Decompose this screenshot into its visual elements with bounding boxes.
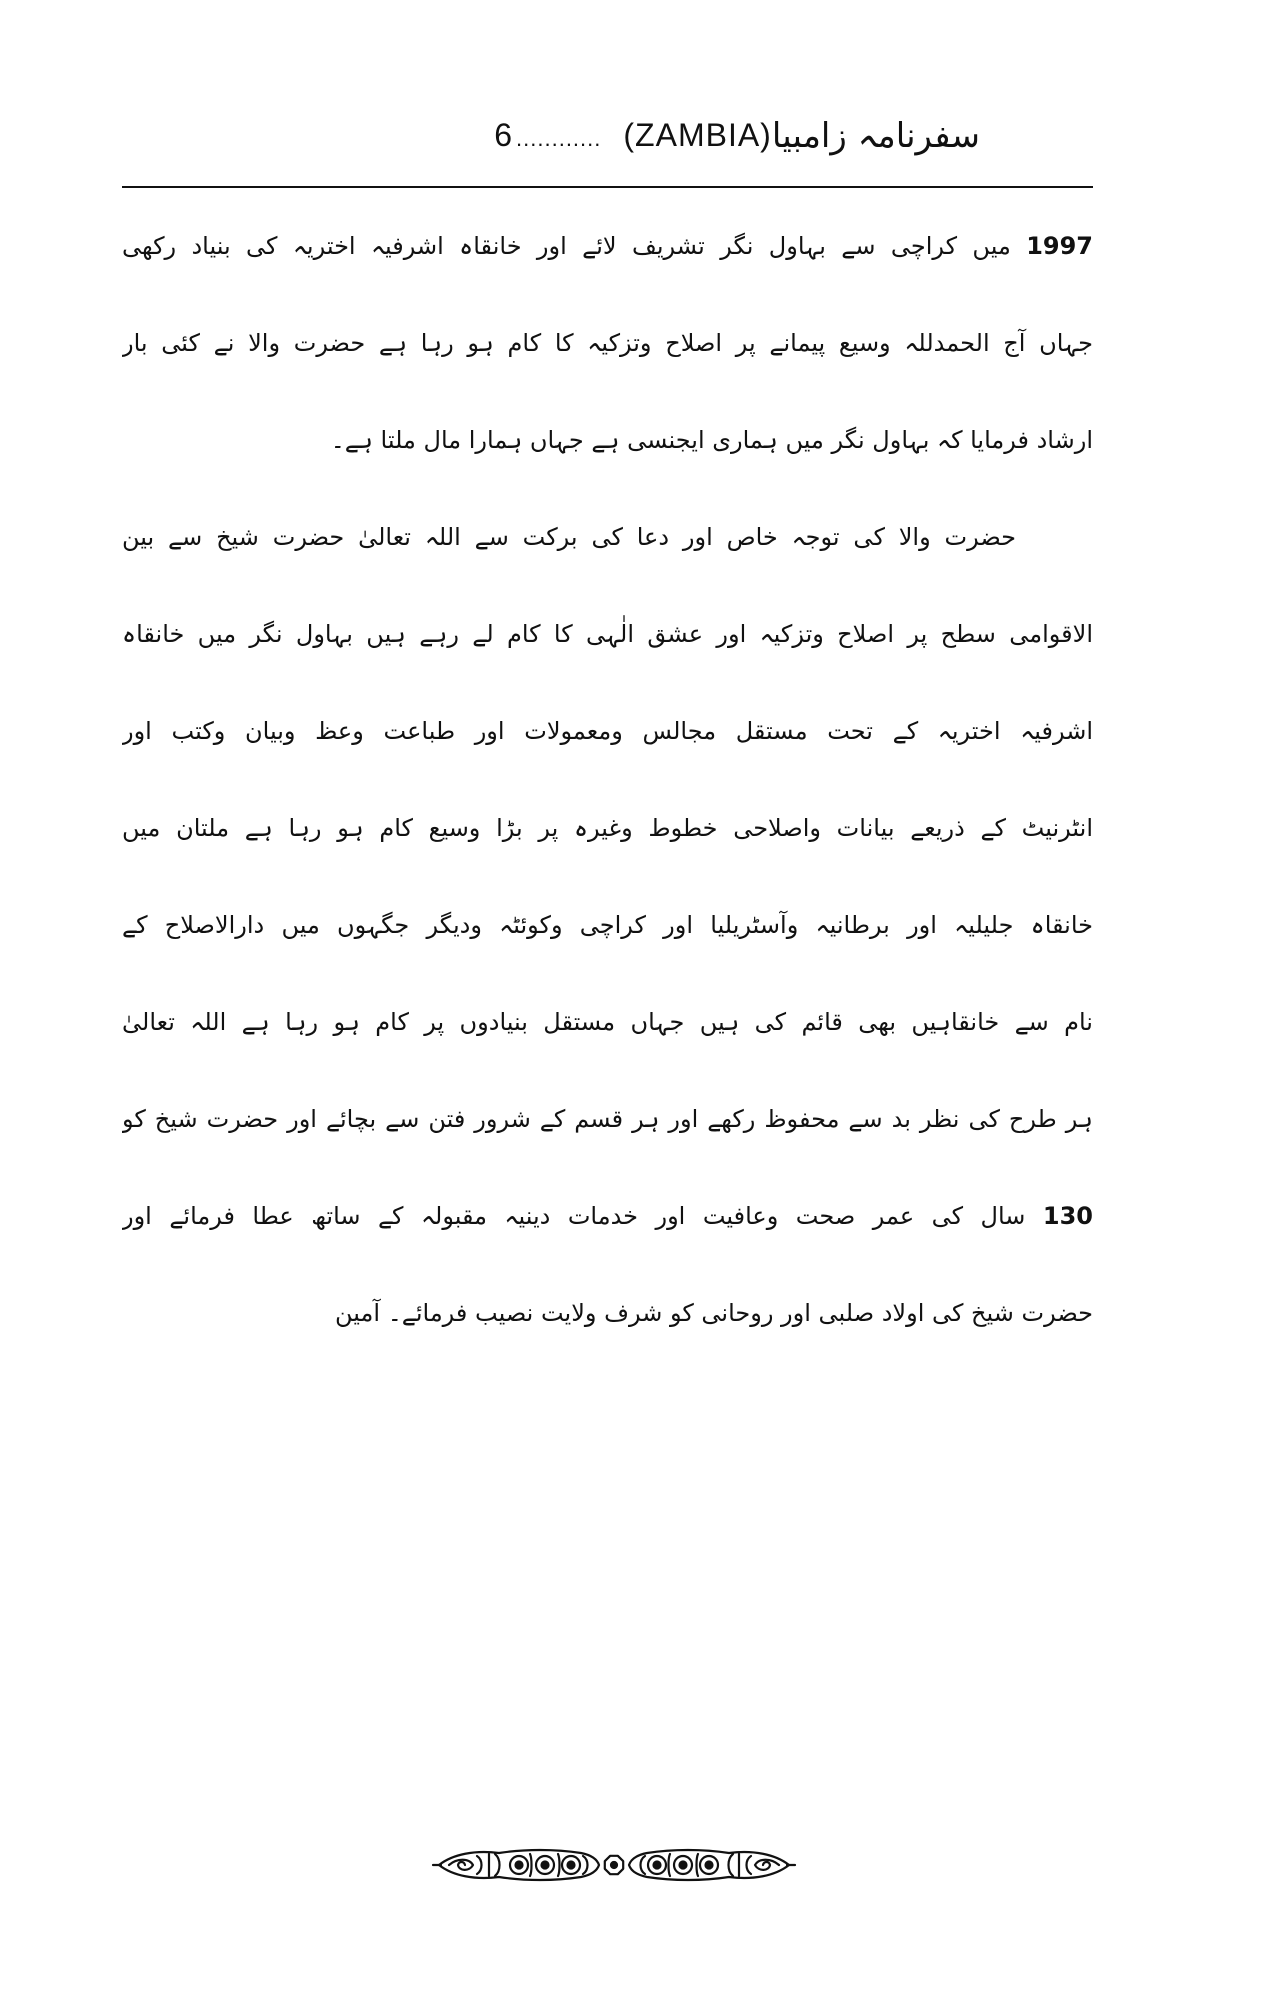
header-rule (122, 186, 1093, 188)
text-line: جہاں آج الحمدللہ وسیع پیمانے پر اصلاح وتزکیہ کا کام ہو رہا ہے حضرت والا نے کئی بار (122, 329, 1093, 357)
ornament-left-flourish (433, 1850, 599, 1880)
text-line (122, 1168, 1093, 1265)
text-line: الاقوامی سطح پر اصلاح وتزکیہ اور عشق الٰہی کا کام لے رہے ہیں بہاول نگر میں خانقاہ (122, 620, 1093, 648)
line-text: سال کی عمر صحت وعافیت اور خدمات دینیہ مقبولہ کے ساتھ عطا فرمائے اور (122, 1202, 1026, 1230)
age-number: 130 (1042, 1202, 1093, 1230)
text-line: نام سے خانقاہیں بھی قائم کی ہیں جہاں مستقل بنیادوں پر کام ہو رہا ہے اللہ تعالیٰ (122, 1008, 1093, 1036)
header-title-latin: (ZAMBIA) (623, 116, 772, 153)
text-line: حضرت والا کی توجہ خاص اور دعا کی برکت سے اللہ تعالیٰ حضرت شیخ سے بین (122, 523, 1016, 551)
decorative-flourish-icon (431, 1844, 797, 1886)
text-line: انٹرنیٹ کے ذریعے بیانات واصلاحی خطوط وغیرہ پر بڑا وسیع کام ہو رہا ہے ملتان میں (122, 814, 1093, 842)
page-number: 6 (494, 116, 513, 153)
text-line: ہر طرح کی نظر بد سے محفوظ رکھے اور ہر قسم کے شرور فتن سے بچائے اور حضرت شیخ کو (122, 1105, 1093, 1133)
running-header (330, 108, 980, 162)
text-line: خانقاہ جلیلیہ اور برطانیہ وآسٹریلیا اور کراچی وکوئٹہ ودیگر جگہوں میں دارالاصلاح کے (122, 911, 1093, 939)
text-line: حضرت شیخ کی اولاد صلبی اور روحانی کو شرف ولایت نصیب فرمائے۔ آمین (335, 1299, 1093, 1327)
header-dot-leader: ............ (516, 126, 602, 151)
paragraph (122, 489, 1093, 1362)
header-title: سفرنامہ زامبیا (771, 115, 980, 156)
text-line (122, 198, 1093, 295)
line-text: میں کراچی سے بہاول نگر تشریف لائے اور خانقاہ اشرفیہ اختریہ کی بنیاد رکھی (122, 232, 1011, 260)
paragraph (122, 198, 1093, 489)
year-number: 1997 (1026, 232, 1093, 260)
ornament-right-flourish (629, 1850, 795, 1880)
text-line: اشرفیہ اختریہ کے تحت مستقل مجالس ومعمولات اور طباعت وعظ وبیان وکتب اور (122, 717, 1093, 745)
ornament-center-rosette (605, 1856, 623, 1874)
body-text (122, 198, 1093, 1362)
text-line: ارشاد فرمایا کہ بہاول نگر میں ہماری ایجنسی ہے جہاں ہمارا مال ملتا ہے۔ (330, 426, 1093, 454)
